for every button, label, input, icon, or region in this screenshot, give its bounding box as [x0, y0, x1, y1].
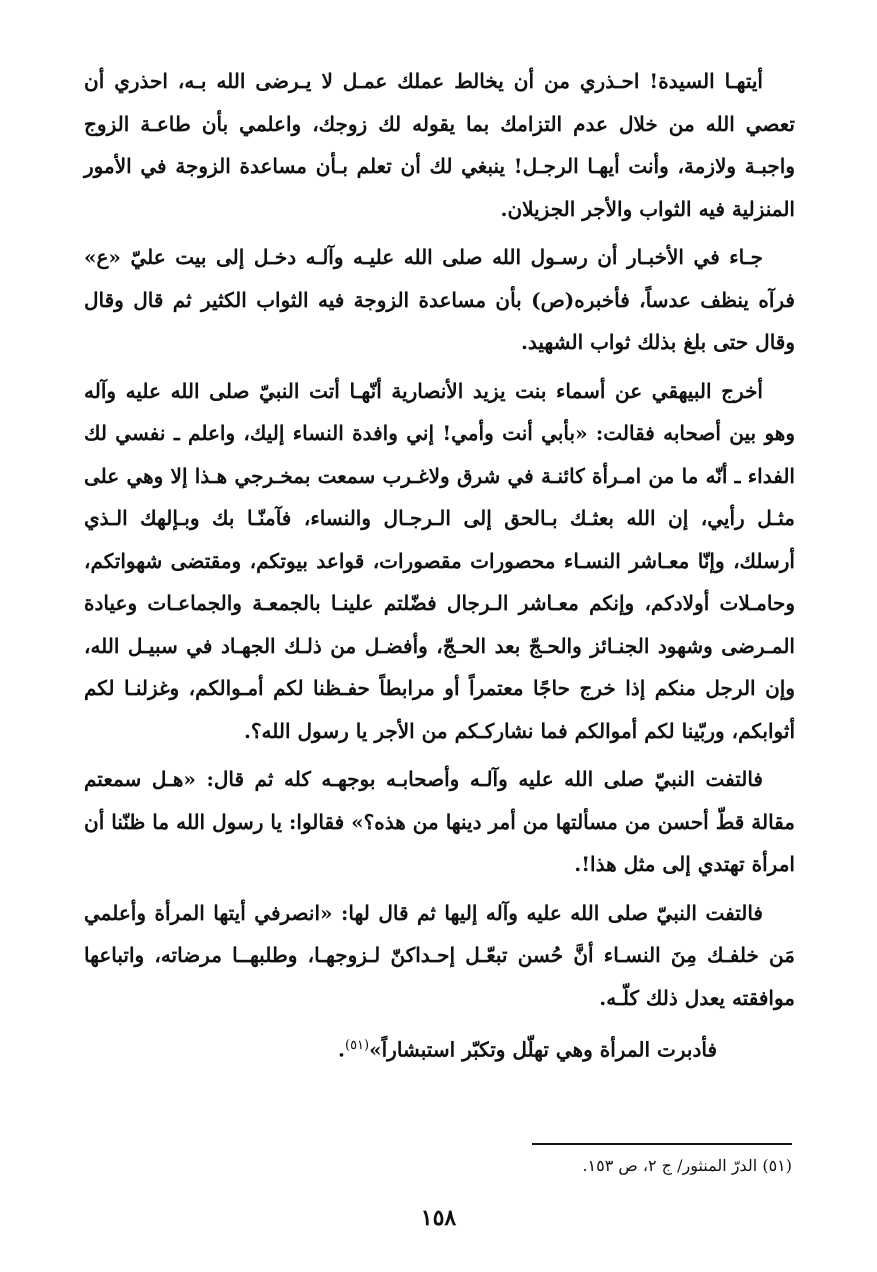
- footnote: (٥١) الدرّ المنثور/ ج ٢، ص ١٥٣.: [582, 1156, 792, 1175]
- paragraph-4: فالتفت النبيّ صلى الله عليه وآلـه وأصحابـه بوجهـه كله ثم قال: «هـل سمعتم مقالة قطّ أحسن من مسألتها من أمر دينها من هذه؟» فقالوا: يا رسول الله ما ظنّنا أن امرأة تهتدي إلى مثل هذا!.: [84, 767, 795, 876]
- paragraph-2: جـاء في الأخبـار أن رسـول الله صلى الله عليـه وآلـه دخـل إلى بيت عليّ «ع» فرآه ينظف عدساً، فأخبره(ص) بأن مساعدة الزوجة فيه الثواب الكثير ثم قال وقال وقال حتى بلغ بذلك ثواب الشهيد.: [84, 245, 795, 354]
- footnote-divider: [532, 1143, 792, 1145]
- closing-line-end: .: [338, 1037, 345, 1062]
- closing-line-text: فأدبرت المرأة وهي تهلّل وتكبّر استبشاراً»: [369, 1037, 717, 1062]
- closing-line: [84, 1025, 795, 1071]
- paragraph-1: أيتهـا السيدة! احـذري من أن يخالط عملك عمـل لا يـرضى الله بـه، احذري أن تعصي الله من خلال عدم التزامك بما يقوله لك زوجك، واعلمي بأن طاعـة الزوج واجبـة ولازمة، وأنت أيهـا الرجـل! ينبغي لك أن تعلم بـأن مساعدة الزوجة في الأمور المنزلية فيه الثواب والأجر الجزيلان.: [84, 69, 795, 221]
- paragraph-3: أخرج البيهقي عن أسماء بنت يزيد الأنصارية أنّهـا أتت النبيّ صلى الله عليه وآله وهو بين أصحابه فقالت: «بأبي أنت وأمي! إني وافدة النساء إليك، واعلم ـ نفسي لك الفداء ـ أنّه ما من امـرأة كائنـة في شرق ولاغـرب سمعت بمخـرجي هـذا إلا وهي على مثـل رأيي، إن الله بعثـك بـالحق إلى الـرجـال والنساء، فآمنّـا بك وبـإلهك الـذي أرسلك، وإنّا معـاشر النسـاء محصورات مقصورات، قواعد بيوتكم، ومقتضى شهواتكم، وحامـلات أولادكم، وإنكم معـاشر الـرجال فضّلتم علينـا بالجمعـة والجماعـات وعيادة المـرضى وشهود الجنـائز والحـجّ بعد الحـجّ، وأفضـل من ذلـك الجهـاد في سبيـل الله، وإن الرجل منكم إذا خرج حاجًا معتمراً أو مرابطاً حفـظنا لكم أمـوالكم، وغزلنـا لكم أثوابكم، وربّينا لكم أموالكم فما نشاركـكم من الأجر يا رسول الله؟.: [84, 378, 795, 743]
- paragraph-5: فالتفت النبيّ صلى الله عليه وآله إليها ثم قال لها: «انصرفي أيتها المرأة وأعلمي مَن خلفـك مِنَ النسـاء أنَّ حُسن تبعّـل إحـداكنّ لـزوجهـا، وطلبهــا مرضاته، واتباعها موافقته يعدل ذلك كلّـه.: [84, 900, 795, 1010]
- page-number: ١٥٨: [420, 1205, 457, 1231]
- footnote-reference[interactable]: (٥١): [344, 1038, 370, 1053]
